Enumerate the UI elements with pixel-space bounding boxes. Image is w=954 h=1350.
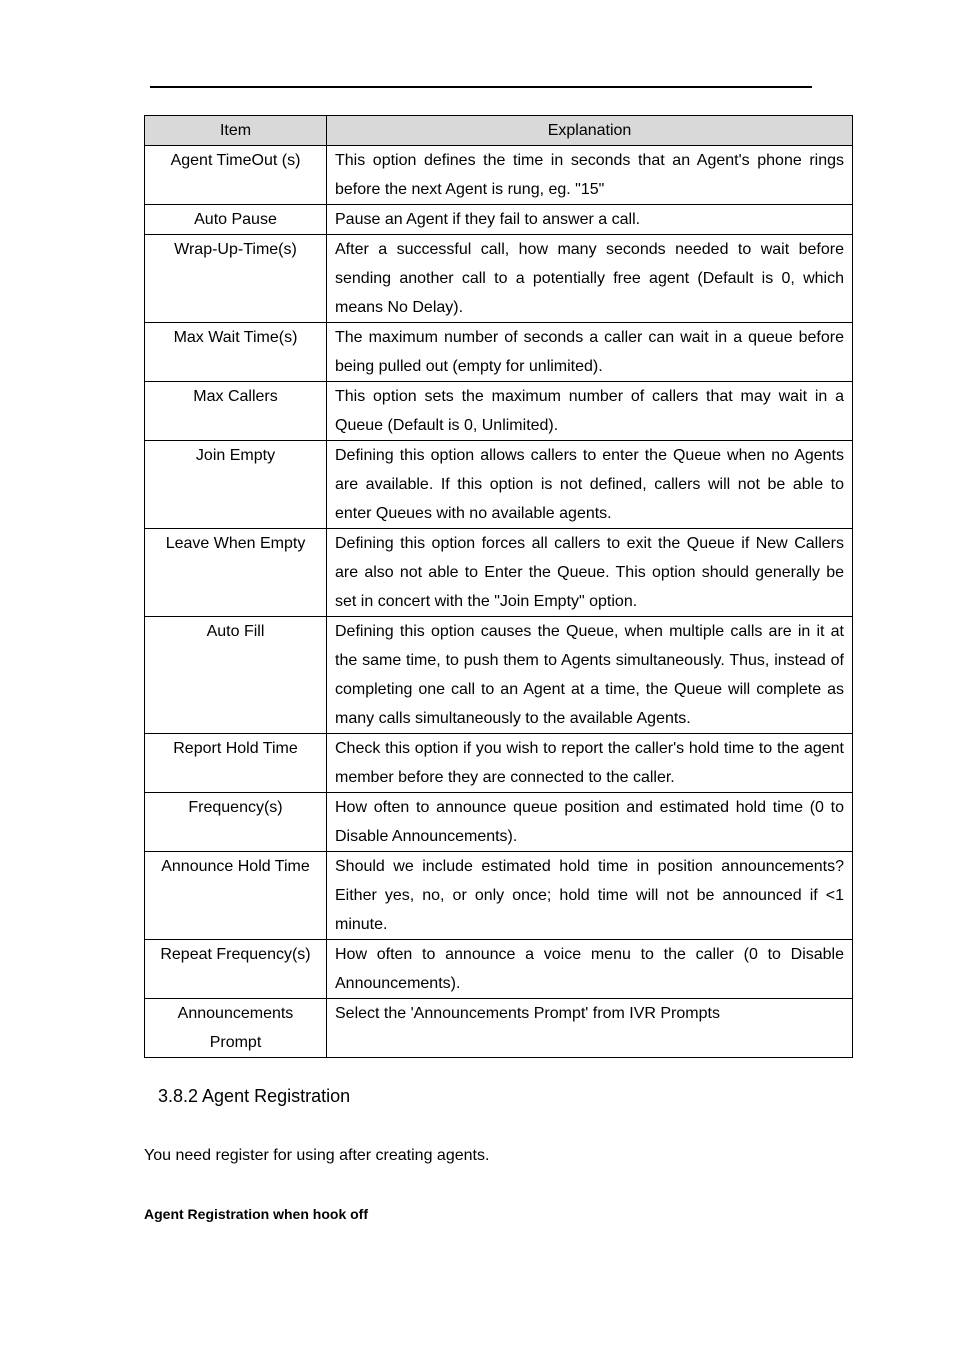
row-item: Join Empty	[145, 441, 327, 529]
row-explanation: How often to announce a voice menu to the caller (0 to Disable Announcements).	[327, 940, 853, 999]
row-item: Agent TimeOut (s)	[145, 146, 327, 205]
row-explanation: The maximum number of seconds a caller can wait in a queue before being pulled out (empty for unlimited).	[327, 323, 853, 382]
table-row	[145, 529, 853, 617]
header-explanation: Explanation	[327, 116, 853, 146]
header-rule	[150, 86, 812, 88]
table-row	[145, 382, 853, 441]
row-item: Announcements Prompt	[145, 999, 327, 1058]
row-explanation: Check this option if you wish to report the caller's hold time to the agent member before they are connected to the caller.	[327, 734, 853, 793]
table-row	[145, 617, 853, 734]
row-explanation: Defining this option causes the Queue, when multiple calls are in it at the same time, to push them to Agents simultaneously. Thus, instead of completing one call to an Agent at a time, the Queue will complete as many calls simultaneously to the available Agents.	[327, 617, 853, 734]
table-row	[145, 205, 853, 235]
row-item: Auto Fill	[145, 617, 327, 734]
row-item: Max Callers	[145, 382, 327, 441]
row-item: Auto Pause	[145, 205, 327, 235]
table-row	[145, 852, 853, 940]
row-explanation: Should we include estimated hold time in position announcements? Either yes, no, or only once; hold time will not be announced if <1 minute.	[327, 852, 853, 940]
body-paragraph: You need register for using after creating agents.	[144, 1147, 490, 1164]
row-explanation: How often to announce queue position and estimated hold time (0 to Disable Announcements).	[327, 793, 853, 852]
row-explanation: This option defines the time in seconds that an Agent's phone rings before the next Agent is rung, eg. "15"	[327, 146, 853, 205]
row-item: Report Hold Time	[145, 734, 327, 793]
table-row	[145, 235, 853, 323]
row-item: Frequency(s)	[145, 793, 327, 852]
row-item: Wrap-Up-Time(s)	[145, 235, 327, 323]
table-row	[145, 441, 853, 529]
table-row	[145, 323, 853, 382]
row-item: Repeat Frequency(s)	[145, 940, 327, 999]
queue-options-table	[144, 115, 853, 1058]
table-row	[145, 734, 853, 793]
row-explanation: After a successful call, how many seconds needed to wait before sending another call to a potentially free agent (Default is 0, which means No Delay).	[327, 235, 853, 323]
row-explanation: This option sets the maximum number of callers that may wait in a Queue (Default is 0, Unlimited).	[327, 382, 853, 441]
row-item: Leave When Empty	[145, 529, 327, 617]
row-explanation: Select the 'Announcements Prompt' from IVR Prompts	[327, 999, 853, 1058]
row-item: Max Wait Time(s)	[145, 323, 327, 382]
section-heading: 3.8.2 Agent Registration	[158, 1086, 351, 1106]
table-row	[145, 146, 853, 205]
table-header-row	[145, 116, 853, 146]
row-item: Announce Hold Time	[145, 852, 327, 940]
row-explanation: Pause an Agent if they fail to answer a call.	[327, 205, 853, 235]
header-item: Item	[145, 116, 327, 146]
table-row	[145, 793, 853, 852]
row-explanation: Defining this option forces all callers to exit the Queue if New Callers are also not able to Enter the Queue. This option should generally be set in concert with the "Join Empty" option.	[327, 529, 853, 617]
table-row	[145, 940, 853, 999]
row-explanation: Defining this option allows callers to enter the Queue when no Agents are available. If this option is not defined, callers will not be able to enter Queues with no available agents.	[327, 441, 853, 529]
table-row	[145, 999, 853, 1058]
subheading: Agent Registration when hook off	[144, 1206, 368, 1222]
